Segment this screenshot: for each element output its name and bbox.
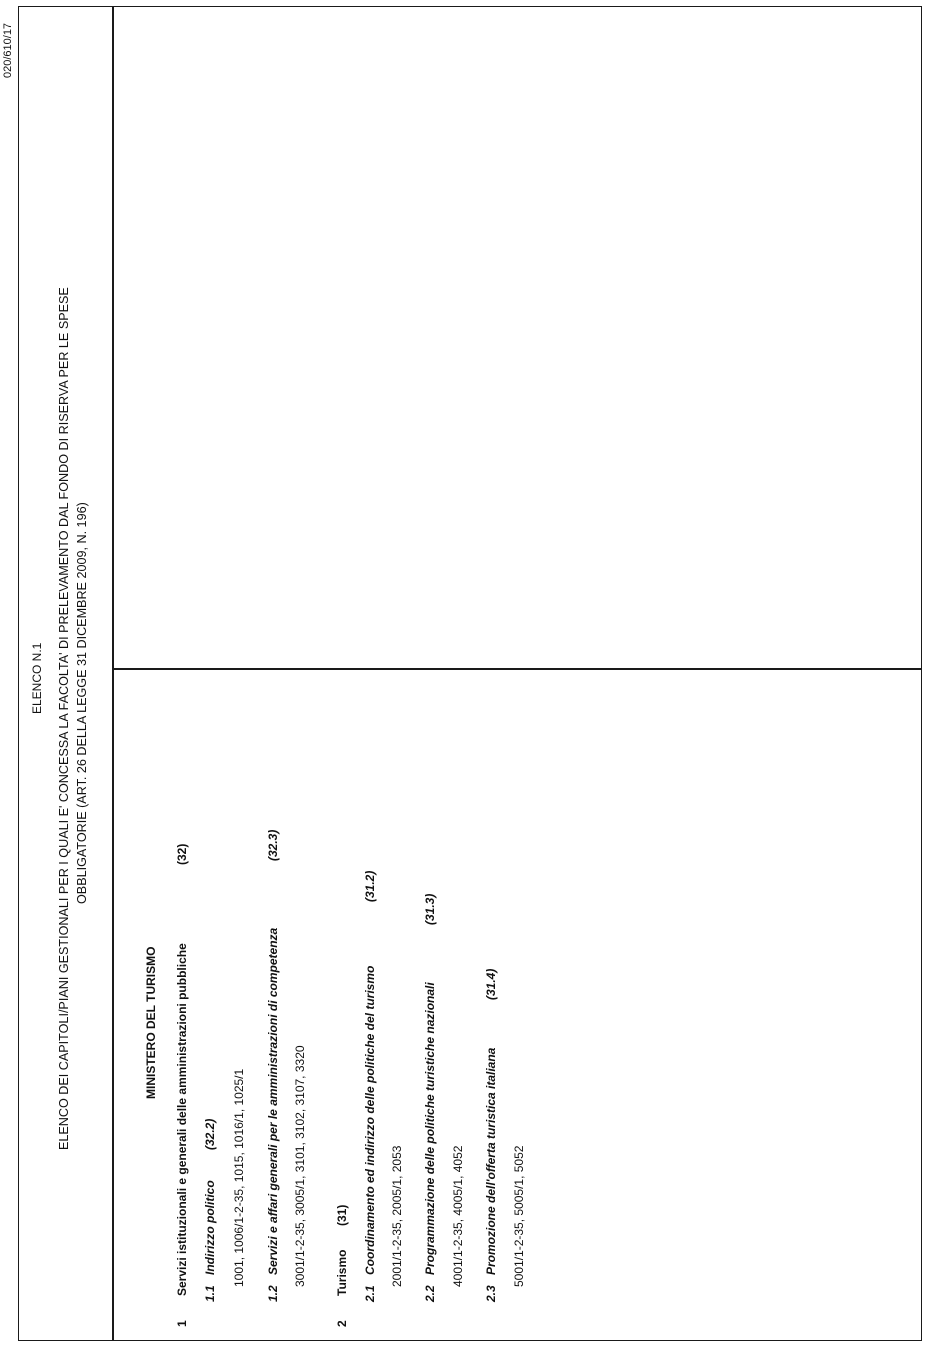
column-divider: [112, 668, 922, 670]
program-2-1-chapters: 2001/1-2-35, 2005/1, 2053: [390, 1145, 404, 1287]
program-2-3-number: 2.3: [484, 1285, 498, 1302]
program-1-2-chapters: 3001/1-2-35, 3005/1, 3101, 3102, 3107, 3320: [293, 1045, 307, 1287]
program-2-3-chapters: 5001/1-2-35, 5005/1, 5052: [512, 1145, 526, 1287]
section-1-title: Servizi istituzionali e generali delle amministrazioni pubbliche: [175, 943, 189, 1296]
program-1-1-chapters: 1001, 1006/1-2-35, 1015, 1016/1, 1025/1: [232, 1068, 246, 1287]
program-2-1-title: Coordinamento ed indirizzo delle politiche del turismo: [363, 965, 377, 1275]
program-2-2-title: Programmazione delle politiche turistiche nazionali: [423, 982, 437, 1275]
program-2-1-code: (31.2): [363, 870, 377, 902]
header-divider: [112, 6, 114, 1341]
section-2-title: Turismo: [335, 1249, 349, 1296]
ministry-title: MINISTERO DEL TURISMO: [144, 946, 158, 1099]
program-1-2-title: Servizi e affari generali per le amministrazioni di competenza: [266, 927, 280, 1275]
program-2-3-code: (31.4): [484, 968, 498, 1000]
program-1-1-title: Indirizzo politico: [203, 1180, 217, 1275]
document-title-line1: ELENCO DEI CAPITOLI/PIANI GESTIONALI PER I QUALI E' CONCESSA LA FACOLTA' DI PRELEVAMENTO DAL FONDO DI RISERVA PER LE SPESE: [57, 287, 71, 1150]
program-1-1-code: (32.2): [203, 1118, 217, 1150]
program-2-2-number: 2.2: [423, 1285, 437, 1302]
program-2-2-chapters: 4001/1-2-35, 4005/1, 4052: [451, 1145, 465, 1287]
document-title-line2: OBBLIGATORIE (ART. 26 DELLA LEGGE 31 DICEMBRE 2009, N. 196): [75, 502, 89, 904]
section-2-code: (31): [335, 1204, 349, 1226]
section-1-number: 1: [175, 1320, 189, 1327]
program-1-2-number: 1.2: [266, 1285, 280, 1302]
program-1-1-number: 1.1: [203, 1285, 217, 1302]
program-2-1-number: 2.1: [363, 1285, 377, 1302]
program-2-2-code: (31.3): [423, 893, 437, 925]
page-frame: [18, 6, 922, 1341]
program-2-3-title: Promozione dell'offerta turistica italiana: [484, 1047, 498, 1275]
section-2-number: 2: [335, 1320, 349, 1327]
page-code: 020/610/17: [2, 22, 14, 78]
elenco-label: ELENCO N.1: [30, 642, 44, 714]
program-1-2-code: (32.3): [266, 829, 280, 861]
section-1-code: (32): [175, 843, 189, 865]
